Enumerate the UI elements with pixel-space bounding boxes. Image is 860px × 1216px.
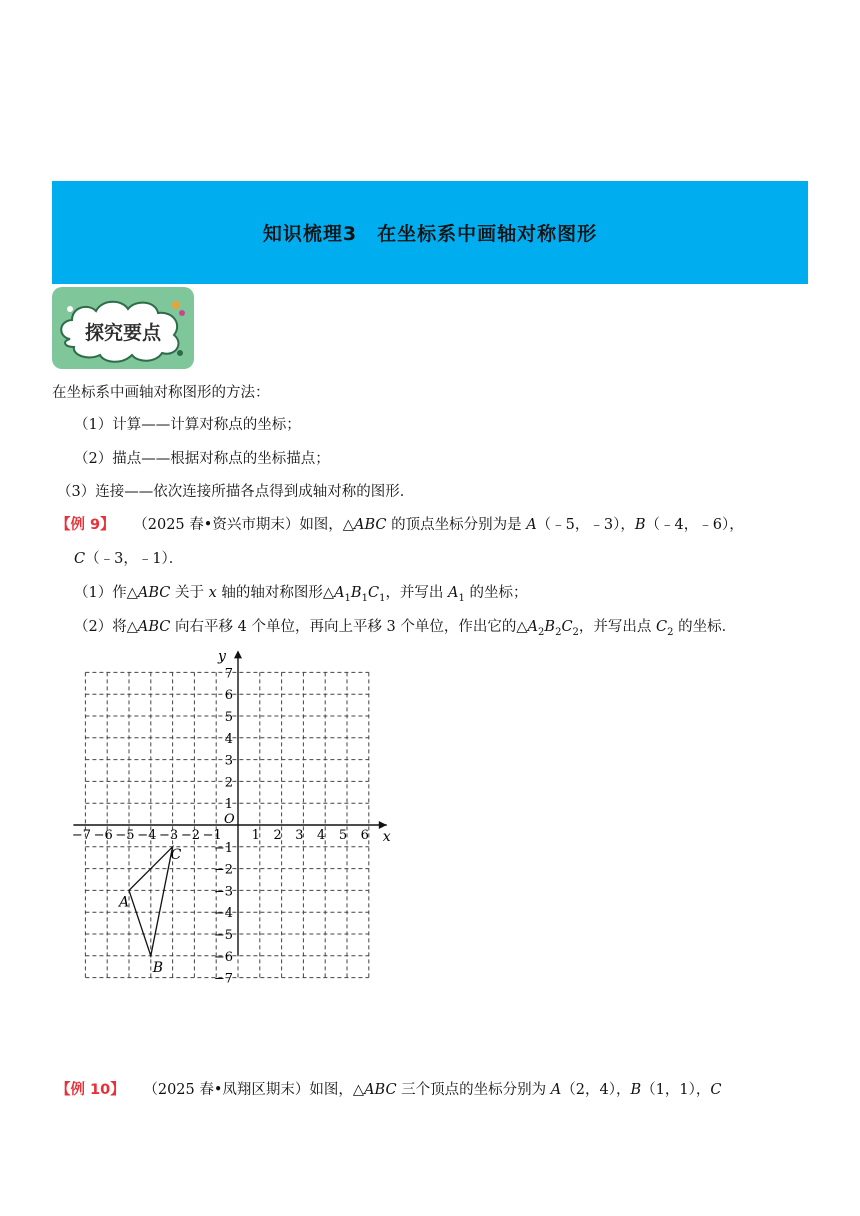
x-tick-label: −7: [71, 828, 91, 843]
x-tick-label: −5: [115, 828, 135, 843]
method-step-3: （3）连接——依次连接所描各点得到成轴对称的图形．: [57, 484, 415, 500]
section-banner: [52, 181, 808, 284]
x-tick-label: −3: [159, 828, 179, 843]
example9-question2: （2）将△ABC 向右平移 4 个单位，再向上平移 3 个单位，作出它的$\triangle A_2B_2C_2$，并写出点 $C_2$ 的坐标．: [74, 619, 737, 638]
origin-label: O: [224, 812, 235, 827]
badge-cloud-icon: [52, 287, 194, 369]
x-tick-label: 5: [338, 828, 348, 843]
y-tick-label: 3: [224, 753, 233, 769]
y-axis-arrow-icon: [234, 650, 242, 658]
example10-line1: 【例 10】 （2025 春•凤翔区期末）如图，△ABC 三个顶点的坐标分别为 A（2，4），B（1，1），C: [56, 1082, 722, 1098]
method-step-2: （2）描点——根据对称点的坐标描点；: [74, 451, 330, 467]
x-tick-label: 3: [295, 828, 304, 843]
vertex-label-a: A: [119, 894, 130, 911]
x-tick-label: 4: [317, 828, 326, 843]
vertex-label-c: C: [170, 846, 182, 863]
x-tick-label: −6: [93, 828, 113, 843]
y-tick-label: −6: [213, 949, 233, 965]
example9-question1: （1）作△ABC 关于 x 轴的轴对称图形$\triangle A_1B_1C_1$，并写出 $A_1$ 的坐标；: [74, 585, 528, 604]
example9-line2: C（﹣3，﹣1）．: [74, 551, 184, 567]
example10-tag: 【例 10】: [56, 1082, 125, 1098]
vertex-label-b: B: [152, 959, 164, 976]
y-tick-label: 6: [224, 688, 233, 704]
x-tick-label: 6: [360, 828, 369, 843]
y-tick-label: −7: [213, 971, 233, 987]
section-title: 知识梳理3 在坐标系中画轴对称图形: [262, 223, 598, 245]
x-tick-label: −4: [137, 828, 157, 843]
y-tick-label: −5: [213, 928, 233, 943]
y-tick-label: −4: [213, 906, 233, 922]
example9-tag: 【例 9】: [56, 517, 115, 533]
y-tick-label: −2: [213, 862, 233, 878]
x-tick-label: 2: [273, 828, 282, 843]
coordinate-grid-figure: [66, 645, 400, 1003]
y-tick-label: 1: [224, 797, 233, 813]
y-tick-label: −1: [213, 840, 233, 856]
x-axis-label: x: [382, 829, 391, 845]
y-tick-label: 7: [224, 666, 233, 682]
example9-line1: 【例 9】 （2025 春•资兴市期末）如图，△ABC 的顶点坐标分别为是 A（﹣5，﹣3），B（﹣4，﹣6），: [56, 517, 744, 533]
y-tick-label: 5: [224, 710, 233, 725]
x-tick-label: −2: [180, 828, 200, 843]
x-tick-label: −1: [202, 828, 222, 843]
y-axis-label: y: [218, 648, 226, 665]
x-axis-arrow-icon: [379, 821, 387, 829]
y-tick-label: −3: [213, 884, 233, 900]
method-step-1: （1）计算——计算对称点的坐标；: [74, 417, 301, 433]
y-tick-label: 2: [224, 775, 233, 791]
y-tick-label: 4: [224, 731, 233, 747]
badge-label: 探究要点: [84, 322, 162, 344]
x-tick-label: 1: [251, 828, 260, 843]
method-intro: 在坐标系中画轴对称图形的方法：: [52, 385, 270, 401]
